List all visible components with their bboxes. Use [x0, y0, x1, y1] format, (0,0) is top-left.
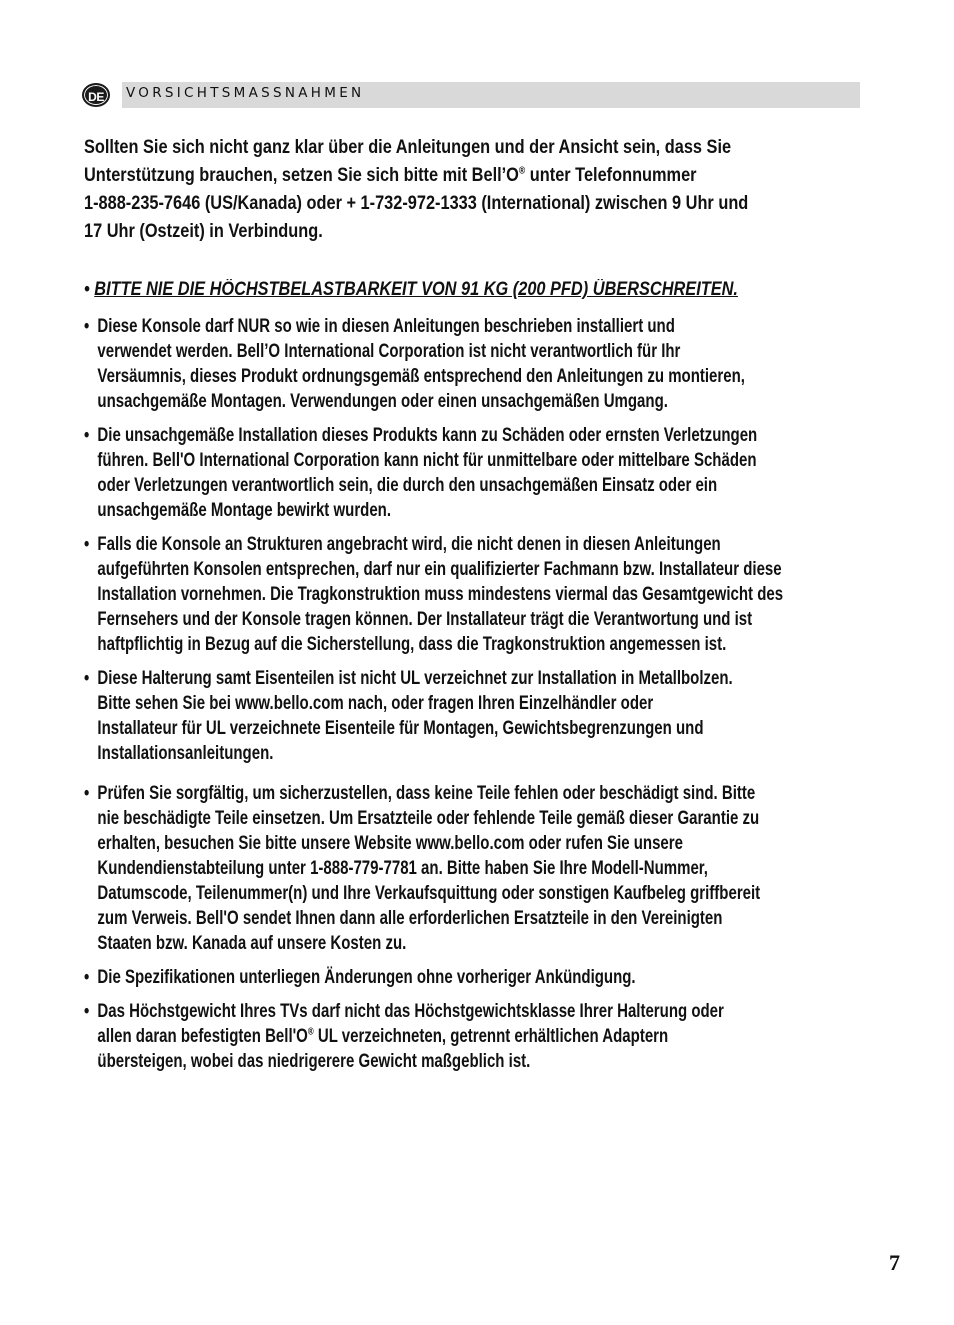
bullet-dot: • — [84, 534, 90, 555]
list-item-line: zum Verweis. Bell'O sendet Ihnen dann alle erforderlichen Ersatzteile in den Vereinigten — [97, 908, 723, 929]
list-item-line: Staaten bzw. Kanada auf unsere Kosten zu. — [97, 933, 407, 954]
list-item — [84, 532, 874, 657]
list-item-line: erhalten, besuchen Sie bitte unsere Website www.bello.com oder rufen Sie unsere — [97, 833, 683, 854]
intro-line: 1-888-235-7646 (US/Kanada) oder + 1-732-972-1333 (International) zwischen 9 Uhr und — [84, 193, 749, 214]
list-item-line: Datumscode, Teilenummer(n) und Ihre Verkaufsquittung oder sonstigen Kaufbeleg griffbereit — [97, 883, 761, 904]
bullet-dot: • — [84, 316, 90, 337]
list-item-line: Installateur für UL verzeichnete Eisenteile für Montagen, Gewichtsbegrenzungen und — [97, 718, 704, 739]
list-item-line: nie beschädigte Teile einsetzen. Um Ersatzteile oder fehlende Teile gemäß dieser Garantie zu — [97, 808, 760, 829]
list-item-line: Kundendienstabteilung unter 1-888-779-7781 an. Bitte haben Sie Ihre Modell-Nummer, — [97, 858, 708, 879]
list-item-line: Die unsachgemäße Installation dieses Produkts kann zu Schäden oder ernsten Verletzungen — [97, 425, 758, 446]
list-item-line: unsachgemäße Montagen. Verwendungen oder einen unsachgemäßen Umgang. — [97, 391, 668, 412]
list-item-line: Installation vornehmen. Die Tragkonstruktion muss mindestens viermal das Gesamtgewicht des — [97, 584, 784, 605]
bullet-dot: • — [84, 668, 90, 689]
list-item-line: Bitte sehen Sie bei www.bello.com nach, oder fragen Ihren Einzelhändler oder — [97, 693, 654, 714]
intro-line: 17 Uhr (Ostzeit) in Verbindung. — [84, 221, 323, 242]
list-item-line: aufgeführten Konsolen entsprechen, darf nur ein qualifizierter Fachmann bzw. Installateur diese — [97, 559, 782, 580]
intro-block — [84, 134, 874, 246]
list-item — [84, 666, 874, 766]
list-item — [84, 423, 874, 523]
list-item-line: Installationsanleitungen. — [97, 743, 274, 764]
list-item — [84, 314, 874, 414]
bullet-dot: • — [84, 1001, 90, 1022]
bullet-dot: • — [84, 425, 90, 446]
list-item — [84, 781, 874, 956]
list-item-line: haftpflichtig in Bezug auf die Sicherstellung, dass die Tragkonstruktion angemessen ist. — [97, 634, 727, 655]
warning-bullet: • — [84, 279, 90, 300]
list-item-line: führen. Bell'O International Corporation kann nicht für unmittelbare oder mittelbare Schäden — [97, 450, 757, 471]
list-item-line: Prüfen Sie sorgfältig, um sicherzustellen, dass keine Teile fehlen oder beschädigt sind. Bitte — [97, 783, 756, 804]
warning-text: BITTE NIE DIE HÖCHSTBELASTBARKEIT VON 91 KG (200 PFD) ÜBERSCHREITEN. — [94, 279, 738, 300]
page-number: 7 — [889, 1250, 900, 1275]
list-item-line-part: allen daran befestigten Bell'O — [97, 1026, 308, 1047]
intro-line-part: Unterstützung brauchen, setzen Sie sich bitte mit Bell’O — [84, 165, 519, 186]
section-title: VORSICHTSMASSNAHMEN — [126, 85, 365, 101]
list-item-line — [97, 1024, 874, 1049]
section-header-strip — [122, 82, 860, 108]
list-item — [84, 965, 874, 990]
registered-mark: ® — [518, 165, 526, 177]
list-item-line: Diese Konsole darf NUR so wie in diesen Anleitungen beschrieben installiert und — [97, 316, 675, 337]
list-item-line-part: UL verzeichneten, getrennt erhältlichen Adaptern — [313, 1026, 669, 1047]
list-item-line: übersteigen, wobei das niedrigerere Gewicht maßgeblich ist. — [97, 1051, 531, 1072]
list-item-line: verwendet werden. Bell’O International Corporation ist nicht verantwortlich für Ihr — [97, 341, 681, 362]
list-item-line: Versäumnis, dieses Produkt ordnungsgemäß entsprechend den Anleitungen zu montieren, — [97, 366, 745, 387]
bullet-dot: • — [84, 783, 90, 804]
intro-line-part: unter Telefonnummer — [525, 165, 697, 186]
list-item-line: unsachgemäße Montage bewirkt wurden. — [97, 500, 392, 521]
list-item-line: Die Spezifikationen unterliegen Änderungen ohne vorheriger Ankündigung. — [97, 967, 636, 988]
weight-warning — [84, 276, 841, 304]
list-item-line: Das Höchstgewicht Ihres TVs darf nicht das Höchstgewichtsklasse Ihrer Halterung oder — [97, 1001, 724, 1022]
list-item-line: Fernsehers und der Konsole tragen können. Der Installateur trägt die Verantwortung und ist — [97, 609, 753, 630]
list-item-line: Diese Halterung samt Eisenteilen ist nicht UL verzeichnet zur Installation in Metallbolzen. — [97, 668, 733, 689]
precautions-list — [84, 314, 874, 1074]
intro-paragraph — [84, 134, 841, 246]
intro-line: Sollten Sie sich nicht ganz klar über die Anleitungen und der Ansicht sein, dass Sie — [84, 137, 732, 158]
section-header — [82, 82, 860, 108]
list-item-line: oder Verletzungen verantwortlich sein, die durch den unsachgemäßen Einsatz oder ein — [97, 475, 718, 496]
language-badge: DE — [82, 83, 110, 107]
intro-line — [84, 162, 841, 190]
registered-mark: ® — [307, 1026, 314, 1038]
bullet-dot: • — [84, 967, 90, 988]
list-item — [84, 999, 874, 1074]
list-item-line: Falls die Konsole an Strukturen angebracht wird, die nicht denen in diesen Anleitungen — [97, 534, 721, 555]
